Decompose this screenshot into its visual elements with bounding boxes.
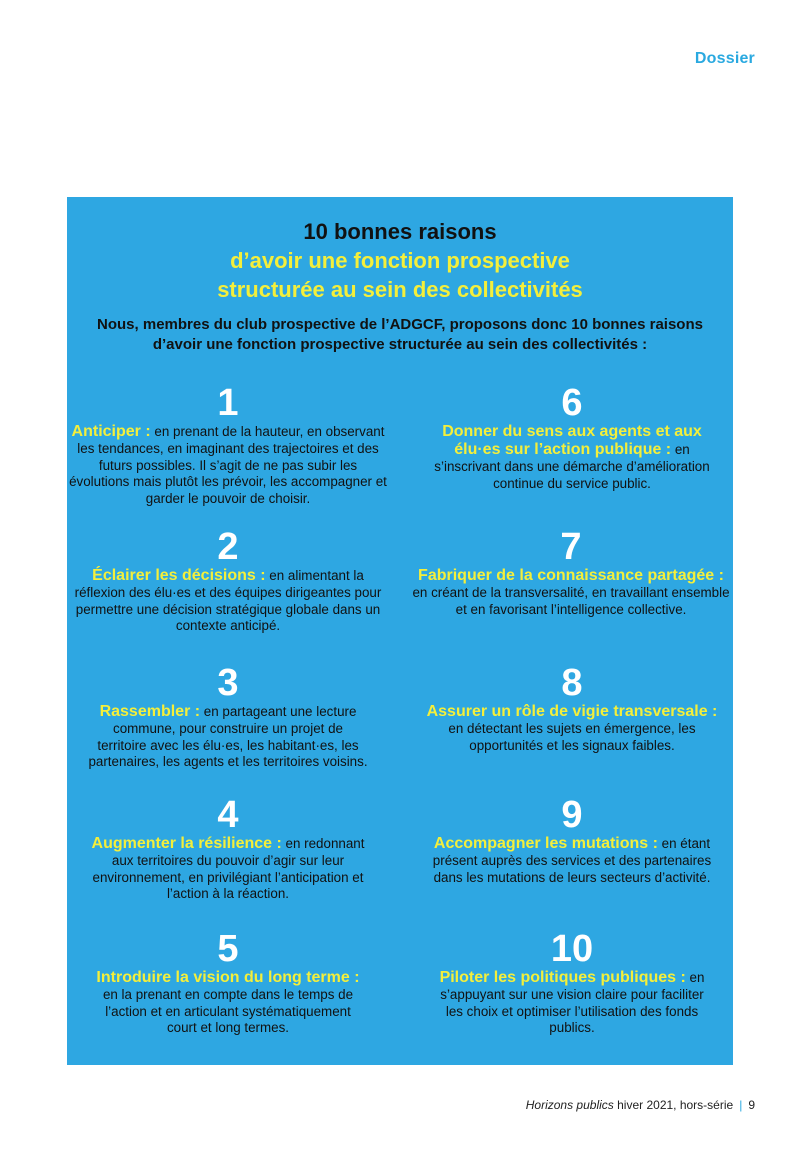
reasons-panel xyxy=(67,197,733,1065)
reason-title: Accompagner les mutations : xyxy=(433,835,658,852)
reason-item-7 xyxy=(409,527,733,618)
reason-number: 7 xyxy=(560,526,582,568)
reason-number: 3 xyxy=(217,662,239,704)
reason-desc: en s’inscrivant dans une démarche d’amélioration continue du service public. xyxy=(434,442,710,491)
reason-desc: en la prenant en compte dans le temps de l’action et en articulant systématiquement court et long termes. xyxy=(102,987,354,1035)
panel-title-line3: structurée au sein des collectivités xyxy=(217,277,583,302)
reason-item-8 xyxy=(423,663,721,754)
reason-item-6 xyxy=(423,383,721,492)
reason-title: Fabriquer de la connaissance partagée : xyxy=(418,567,724,584)
panel-intro xyxy=(77,315,723,355)
reason-item-5 xyxy=(89,929,367,1037)
reason-title: Augmenter la résilience : xyxy=(91,835,282,852)
footer-separator: | xyxy=(739,1098,743,1112)
reason-title: Rassembler : xyxy=(99,703,201,720)
reason-item-9 xyxy=(423,795,721,886)
reason-desc: en détectant les sujets en émergence, les opportunités et les signaux faibles. xyxy=(448,721,696,753)
panel-title-line2: d’avoir une fonction prospective xyxy=(230,248,570,273)
panel-title-line1: 10 bonnes raisons xyxy=(303,219,497,244)
reason-desc: en étant présent auprès des services et des partenaires dans les mutations de leurs secteurs d’activité. xyxy=(432,836,712,885)
reason-number: 9 xyxy=(561,794,583,836)
reason-title: Anticiper : xyxy=(71,423,151,440)
reason-desc: en créant de la transversalité, en travaillant ensemble et en favorisant l’intelligence collective. xyxy=(412,585,730,617)
reason-title: Piloter les politiques publiques : xyxy=(439,969,686,986)
section-label: Dossier xyxy=(694,50,755,67)
reason-number: 1 xyxy=(217,382,239,424)
reason-item-3 xyxy=(87,663,369,771)
publication-name: Horizons publics xyxy=(525,1098,614,1112)
intro-line1: Nous, membres du club prospective de l’ADGCF, proposons donc 10 bonnes raisons xyxy=(97,316,703,333)
page-footer xyxy=(526,1098,755,1112)
reason-title: Assurer un rôle de vigie transversale : xyxy=(426,703,718,720)
reason-desc: en prenant de la hauteur, en observant les tendances, en imaginant des trajectoires et des futurs possibles. Il s’agit de ne pas subir les évolutions mais plutôt les prévoir, les accompagner et garder le pouvoir de choisir. xyxy=(69,424,387,506)
reason-desc: en s’appuyant sur une vision claire pour faciliter les choix et optimiser l’utilisation des fonds publics. xyxy=(440,970,705,1035)
reason-desc: en partageant une lecture commune, pour construire un projet de territoire avec les élu·es, les habitant·es, les partenaires, les agents et les territoires voisins. xyxy=(88,704,368,769)
intro-line2: d’avoir une fonction prospective structurée au sein des collectivités : xyxy=(152,336,648,353)
reason-number: 6 xyxy=(561,382,583,424)
reason-item-4 xyxy=(79,795,377,903)
reason-number: 5 xyxy=(217,928,239,970)
reason-item-2 xyxy=(69,527,387,635)
reason-number: 2 xyxy=(217,526,239,568)
panel-heading xyxy=(67,217,733,304)
publication-issue: hiver 2021, hors-série xyxy=(613,1098,734,1112)
page-number: 9 xyxy=(748,1098,755,1112)
reason-title: Introduire la vision du long terme : xyxy=(96,969,360,986)
reason-item-10 xyxy=(433,929,711,1037)
reason-item-1 xyxy=(67,383,389,507)
reason-number: 10 xyxy=(550,928,594,970)
reason-desc: en alimentant la réflexion des élu·es et des équipes dirigeantes pour permettre une décision stratégique globale dans un contexte anticipé. xyxy=(74,568,382,633)
reason-title: Éclairer les décisions : xyxy=(92,567,266,584)
reason-title: Donner du sens aux agents et aux élu·es sur l’action publique : xyxy=(442,423,702,458)
reason-desc: en redonnant aux territoires du pouvoir d’agir sur leur environnement, en privilégiant l’anticipation et l’action à la réaction. xyxy=(92,836,365,901)
reason-number: 8 xyxy=(561,662,583,704)
reason-number: 4 xyxy=(217,794,239,836)
